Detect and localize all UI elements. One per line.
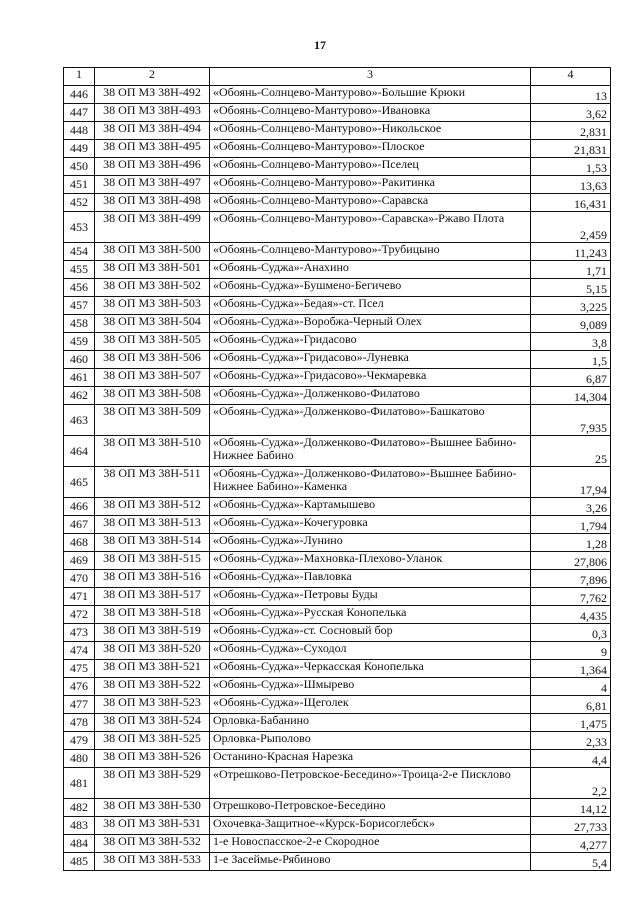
table-row (64, 817, 611, 835)
table-row (64, 570, 611, 588)
table-row (64, 467, 611, 498)
road-code: 38 ОП МЗ 38Н-492 (95, 86, 210, 104)
road-code: 38 ОП МЗ 38Н-509 (95, 405, 210, 436)
row-number: 479 (64, 732, 95, 750)
road-length: 4,4 (531, 750, 611, 768)
road-length: 13 (531, 86, 611, 104)
row-number: 471 (64, 588, 95, 606)
road-name: «Обоянь-Суджа»-Анахино (210, 261, 531, 279)
road-code: 38 ОП МЗ 38Н-497 (95, 176, 210, 194)
road-length: 1,28 (531, 534, 611, 552)
road-length: 9,089 (531, 315, 611, 333)
road-name: «Обоянь-Суджа»-Картамышево (210, 498, 531, 516)
road-length: 4,277 (531, 835, 611, 853)
road-length: 1,794 (531, 516, 611, 534)
table-row (64, 261, 611, 279)
road-name: «Обоянь-Суджа»-Кочегуровка (210, 516, 531, 534)
table-row (64, 678, 611, 696)
row-number: 464 (64, 436, 95, 467)
road-length: 7,762 (531, 588, 611, 606)
road-code: 38 ОП МЗ 38Н-510 (95, 436, 210, 467)
row-number: 484 (64, 835, 95, 853)
road-length: 3,26 (531, 498, 611, 516)
table-row (64, 606, 611, 624)
table-row (64, 768, 611, 799)
road-name: «Обоянь-Суджа»-Гридасово»-Чекмаревка (210, 369, 531, 387)
road-code: 38 ОП МЗ 38Н-498 (95, 194, 210, 212)
table-row (64, 660, 611, 678)
table-row (64, 297, 611, 315)
row-number: 453 (64, 212, 95, 243)
table-row (64, 279, 611, 297)
road-length: 25 (531, 436, 611, 467)
row-number: 459 (64, 333, 95, 351)
table-row (64, 369, 611, 387)
table-row (64, 212, 611, 243)
road-code: 38 ОП МЗ 38Н-512 (95, 498, 210, 516)
table-body (64, 68, 611, 871)
row-number: 468 (64, 534, 95, 552)
road-code: 38 ОП МЗ 38Н-513 (95, 516, 210, 534)
table-row (64, 158, 611, 176)
road-length: 27,806 (531, 552, 611, 570)
row-number: 482 (64, 799, 95, 817)
road-length: 9 (531, 642, 611, 660)
road-length: 5,15 (531, 279, 611, 297)
road-code: 38 ОП МЗ 38Н-520 (95, 642, 210, 660)
road-code: 38 ОП МЗ 38Н-503 (95, 297, 210, 315)
table-header-row (64, 68, 611, 86)
road-code: 38 ОП МЗ 38Н-506 (95, 351, 210, 369)
road-code: 38 ОП МЗ 38Н-496 (95, 158, 210, 176)
row-number: 449 (64, 140, 95, 158)
road-code: 38 ОП МЗ 38Н-523 (95, 696, 210, 714)
table-row (64, 104, 611, 122)
road-code: 38 ОП МЗ 38Н-519 (95, 624, 210, 642)
road-name: «Обоянь-Суджа»-Лунино (210, 534, 531, 552)
row-number: 460 (64, 351, 95, 369)
column-header: 3 (210, 68, 531, 86)
road-code: 38 ОП МЗ 38Н-526 (95, 750, 210, 768)
road-name: «Обоянь-Солнцево-Мантурово»-Большие Крюки (210, 86, 531, 104)
table-row (64, 405, 611, 436)
table-row (64, 696, 611, 714)
road-length: 1,71 (531, 261, 611, 279)
road-code: 38 ОП МЗ 38Н-501 (95, 261, 210, 279)
road-length: 21,831 (531, 140, 611, 158)
road-code: 38 ОП МЗ 38Н-518 (95, 606, 210, 624)
row-number: 455 (64, 261, 95, 279)
road-length: 17,94 (531, 467, 611, 498)
road-length: 27,733 (531, 817, 611, 835)
road-code: 38 ОП МЗ 38Н-530 (95, 799, 210, 817)
road-name: «Обоянь-Суджа»-Махновка-Плехово-Уланок (210, 552, 531, 570)
table-row (64, 436, 611, 467)
row-number: 472 (64, 606, 95, 624)
row-number: 463 (64, 405, 95, 436)
road-name: «Обоянь-Суджа»-Долженково-Филатово»-Вышнее Бабино-Нижнее Бабино (210, 436, 531, 467)
row-number: 452 (64, 194, 95, 212)
road-code: 38 ОП МЗ 38Н-524 (95, 714, 210, 732)
road-name: «Обоянь-Солнцево-Мантурово»-Плоское (210, 140, 531, 158)
row-number: 462 (64, 387, 95, 405)
road-code: 38 ОП МЗ 38Н-514 (95, 534, 210, 552)
table-row (64, 853, 611, 871)
road-name: 1-е Новоспасское-2-е Скородное (210, 835, 531, 853)
road-name: Отрешково-Петровское-Беседино (210, 799, 531, 817)
road-name: «Обоянь-Солнцево-Мантурово»-Саравска»-Ржаво Плота (210, 212, 531, 243)
row-number: 478 (64, 714, 95, 732)
road-length: 13,63 (531, 176, 611, 194)
road-length: 7,896 (531, 570, 611, 588)
row-number: 469 (64, 552, 95, 570)
row-number: 470 (64, 570, 95, 588)
page-number: 17 (314, 38, 326, 52)
table-row (64, 732, 611, 750)
road-length: 3,225 (531, 297, 611, 315)
road-name: Охочевка-Защитное-«Курск-Борисоглебск» (210, 817, 531, 835)
road-name: «Обоянь-Суджа»-Петровы Буды (210, 588, 531, 606)
road-length: 1,475 (531, 714, 611, 732)
table-row (64, 176, 611, 194)
table-row (64, 351, 611, 369)
road-length: 14,12 (531, 799, 611, 817)
road-name: «Обоянь-Суджа»-Щеголек (210, 696, 531, 714)
road-name: Орловка-Рыполово (210, 732, 531, 750)
table-row (64, 642, 611, 660)
road-code: 38 ОП МЗ 38Н-502 (95, 279, 210, 297)
road-code: 38 ОП МЗ 38Н-508 (95, 387, 210, 405)
road-name: «Обоянь-Суджа»-Долженково-Филатово»-Вышнее Бабино-Нижнее Бабино»-Каменка (210, 467, 531, 498)
road-name: «Обоянь-Солнцево-Мантурово»-Никольское (210, 122, 531, 140)
row-number: 485 (64, 853, 95, 871)
road-length: 3,8 (531, 333, 611, 351)
row-number: 457 (64, 297, 95, 315)
row-number: 451 (64, 176, 95, 194)
road-name: «Обоянь-Суджа»-Бушмено-Бегичево (210, 279, 531, 297)
column-header: 2 (95, 68, 210, 86)
road-length: 2,33 (531, 732, 611, 750)
road-name: «Обоянь-Солнцево-Мантурово»-Ивановка (210, 104, 531, 122)
road-code: 38 ОП МЗ 38Н-529 (95, 768, 210, 799)
table-row (64, 194, 611, 212)
row-number: 450 (64, 158, 95, 176)
road-code: 38 ОП МЗ 38Н-499 (95, 212, 210, 243)
row-number: 465 (64, 467, 95, 498)
road-code: 38 ОП МЗ 38Н-533 (95, 853, 210, 871)
table-row (64, 588, 611, 606)
row-number: 467 (64, 516, 95, 534)
row-number: 477 (64, 696, 95, 714)
road-length: 1,53 (531, 158, 611, 176)
road-name: «Обоянь-Суджа»-Суходол (210, 642, 531, 660)
road-code: 38 ОП МЗ 38Н-511 (95, 467, 210, 498)
row-number: 456 (64, 279, 95, 297)
road-length: 4,435 (531, 606, 611, 624)
road-name: «Обоянь-Суджа»-Долженково-Филатово»-Башкатово (210, 405, 531, 436)
road-name: «Обоянь-Суджа»-Гридасово (210, 333, 531, 351)
road-length: 2,459 (531, 212, 611, 243)
road-registry-table (63, 67, 611, 871)
table-row (64, 243, 611, 261)
road-code: 38 ОП МЗ 38Н-495 (95, 140, 210, 158)
road-name: «Отрешково-Петровское-Беседино»-Троица-2-е Писклово (210, 768, 531, 799)
row-number: 458 (64, 315, 95, 333)
road-name: «Обоянь-Суджа»-Черкасская Конопелька (210, 660, 531, 678)
road-name: Орловка-Бабанино (210, 714, 531, 732)
row-number: 474 (64, 642, 95, 660)
row-number: 475 (64, 660, 95, 678)
road-code: 38 ОП МЗ 38Н-504 (95, 315, 210, 333)
road-name: Останино-Красная Нарезка (210, 750, 531, 768)
road-length: 7,935 (531, 405, 611, 436)
table-row (64, 534, 611, 552)
table-row (64, 86, 611, 104)
road-length: 6,81 (531, 696, 611, 714)
road-length: 2,2 (531, 768, 611, 799)
table-row (64, 315, 611, 333)
table-row (64, 498, 611, 516)
road-code: 38 ОП МЗ 38Н-494 (95, 122, 210, 140)
road-name: «Обоянь-Солнцево-Мантурово»-Трубицыно (210, 243, 531, 261)
road-length: 1,5 (531, 351, 611, 369)
road-name: «Обоянь-Солнцево-Мантурово»-Ракитинка (210, 176, 531, 194)
row-number: 480 (64, 750, 95, 768)
road-length: 2,831 (531, 122, 611, 140)
column-header: 4 (531, 68, 611, 86)
table-row (64, 387, 611, 405)
road-code: 38 ОП МЗ 38Н-505 (95, 333, 210, 351)
row-number: 481 (64, 768, 95, 799)
road-length: 6,87 (531, 369, 611, 387)
column-header: 1 (64, 68, 95, 86)
row-number: 448 (64, 122, 95, 140)
road-code: 38 ОП МЗ 38Н-516 (95, 570, 210, 588)
road-name: «Обоянь-Суджа»-Павловка (210, 570, 531, 588)
table-row (64, 552, 611, 570)
road-code: 38 ОП МЗ 38Н-525 (95, 732, 210, 750)
road-length: 16,431 (531, 194, 611, 212)
road-name: «Обоянь-Солнцево-Мантурово»-Саравска (210, 194, 531, 212)
road-name: 1-е Засеймье-Рябиново (210, 853, 531, 871)
row-number: 466 (64, 498, 95, 516)
road-name: «Обоянь-Суджа»-Русская Конопелька (210, 606, 531, 624)
road-name: «Обоянь-Суджа»-ст. Сосновый бор (210, 624, 531, 642)
road-code: 38 ОП МЗ 38Н-521 (95, 660, 210, 678)
road-length: 3,62 (531, 104, 611, 122)
table-row (64, 799, 611, 817)
road-code: 38 ОП МЗ 38Н-522 (95, 678, 210, 696)
road-code: 38 ОП МЗ 38Н-507 (95, 369, 210, 387)
road-code: 38 ОП МЗ 38Н-515 (95, 552, 210, 570)
road-code: 38 ОП МЗ 38Н-517 (95, 588, 210, 606)
road-name: «Обоянь-Суджа»-Воробжа-Черный Олех (210, 315, 531, 333)
row-number: 483 (64, 817, 95, 835)
row-number: 461 (64, 369, 95, 387)
table-row (64, 750, 611, 768)
road-name: «Обоянь-Суджа»-Долженково-Филатово (210, 387, 531, 405)
road-length: 1,364 (531, 660, 611, 678)
row-number: 447 (64, 104, 95, 122)
table-row (64, 122, 611, 140)
row-number: 476 (64, 678, 95, 696)
road-code: 38 ОП МЗ 38Н-531 (95, 817, 210, 835)
road-length: 5,4 (531, 853, 611, 871)
row-number: 446 (64, 86, 95, 104)
road-length: 14,304 (531, 387, 611, 405)
table-row (64, 714, 611, 732)
road-length: 4 (531, 678, 611, 696)
road-name: «Обоянь-Суджа»-Шмырево (210, 678, 531, 696)
road-code: 38 ОП МЗ 38Н-493 (95, 104, 210, 122)
table-row (64, 140, 611, 158)
road-code: 38 ОП МЗ 38Н-500 (95, 243, 210, 261)
row-number: 473 (64, 624, 95, 642)
road-name: «Обоянь-Суджа»-Бедая»-ст. Псел (210, 297, 531, 315)
table-row (64, 333, 611, 351)
table-row (64, 835, 611, 853)
road-name: «Обоянь-Суджа»-Гридасово»-Луневка (210, 351, 531, 369)
table-row (64, 624, 611, 642)
row-number: 454 (64, 243, 95, 261)
road-code: 38 ОП МЗ 38Н-532 (95, 835, 210, 853)
table-row (64, 516, 611, 534)
road-length: 0,3 (531, 624, 611, 642)
road-length: 11,243 (531, 243, 611, 261)
road-name: «Обоянь-Солнцево-Мантурово»-Пселец (210, 158, 531, 176)
